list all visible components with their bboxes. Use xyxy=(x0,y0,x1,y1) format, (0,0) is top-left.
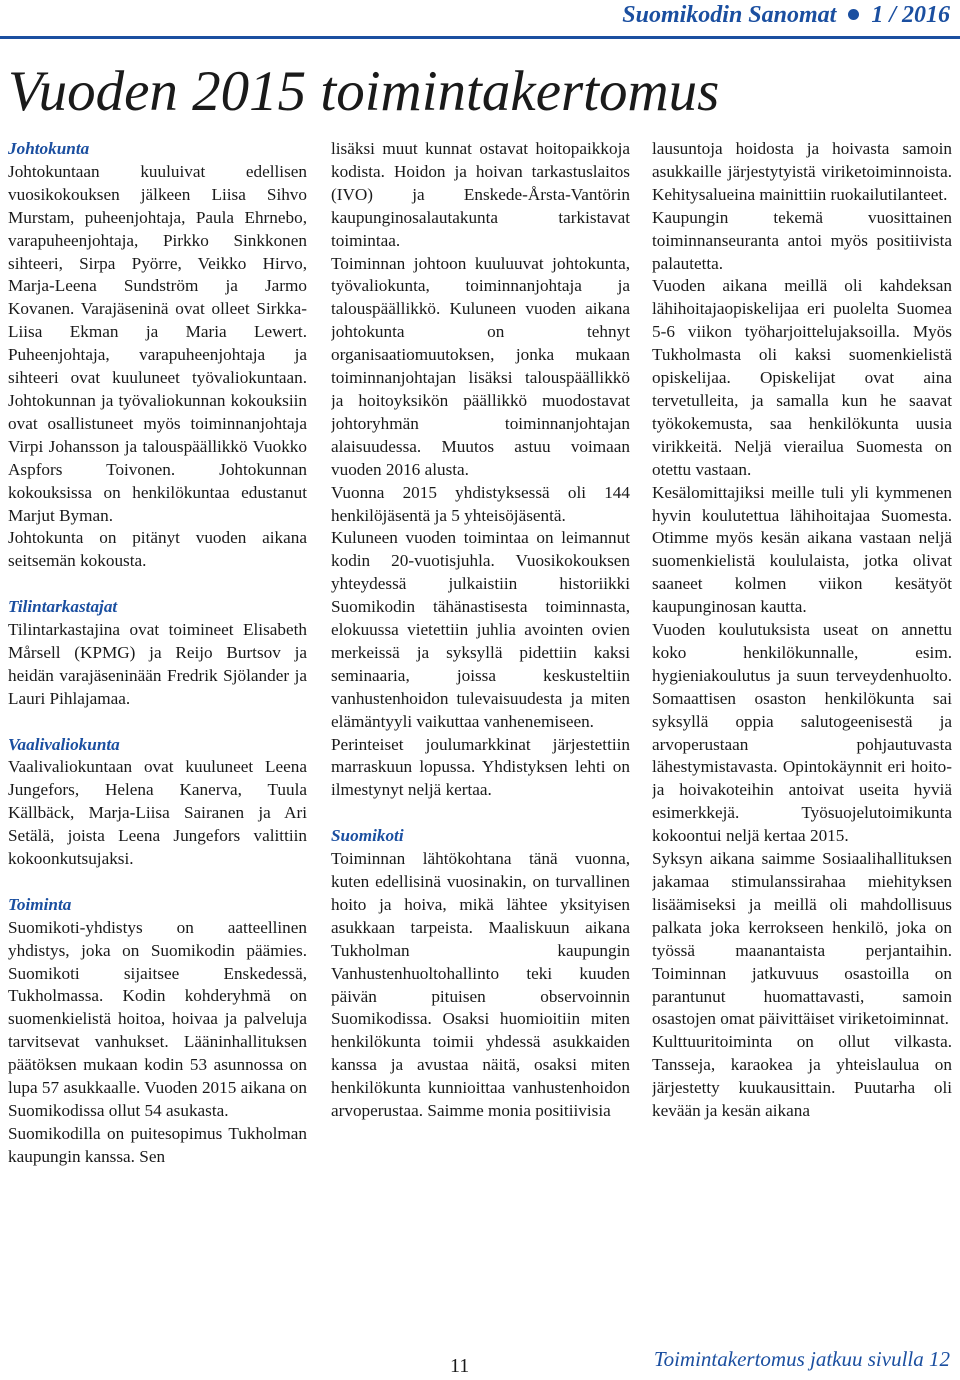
section-heading-tilintarkastajat: Tilintarkastajat xyxy=(8,597,118,617)
paragraph: Vuoden koulutuksista useat on annettu koko henkilökunnalle, esim. hygieniakoulutus ja suun terveydenhuolto. Somaattisen osaston henkilökunta sai syksyllä oppia salutogeenisestä ja arvoperustaan pohjautuvasta lähestymistavasta. Opintokäynnit eri hoito- ja hoivakoteihin antoivat useita hyviä esimerkkejä. Työsuojelutoimikunta kokoontui neljä kertaa 2015. xyxy=(652,620,952,846)
section-heading-toiminta: Toiminta xyxy=(8,894,72,914)
paragraph: Kesälomittajiksi meille tuli yli kymmenen hyvin koulutettua lähihoitajaa Suomesta. Otimme myös kesän aikana vastaan neljä suomenkielistä koululaista, jotka olivat saaneet kolmen viikon kesätyöt kaupunginosan kautta. xyxy=(652,482,952,617)
paragraph: lisäksi muut kunnat ostavat hoitopaikkoja kodista. Hoidon ja hoivan tarkastuslaitos (IVO) ja Enskede-Årsta-Vantörin kaupunginosalautakunta tarkistavat toimintaa. xyxy=(331,139,630,250)
issue-number: 1 / 2016 xyxy=(871,2,950,28)
page-number: 11 xyxy=(450,1355,470,1377)
header-divider xyxy=(0,36,960,39)
paragraph: Toiminnan johtoon kuuluuvat johtokunta, työvaliokunta, toiminnanjohtaja ja talouspäällikkö. Kuluneen vuoden aikana johtokunta on tehnyt organisaatiomuutoksen, jonka mukaan toiminnanjohtajan lisäksi talouspäällikkö ja hoitoyksikön päällikkö muodostavat johtoryhmän toiminnanjohtajan alaisuudessa. Muutos astuu voimaan vuoden 2016 alusta. xyxy=(331,253,630,479)
article-headline: Vuoden 2015 toimintakertomus xyxy=(8,60,720,123)
paragraph: lausuntoja hoidosta ja hoivasta samoin asukkaille järjestytyistä viriketoiminnoista. Kehitysalueina mainittiin ruokailutilanteet. xyxy=(652,139,952,204)
paragraph: Vuonna 2015 yhdistyksessä oli 144 henkilöjäsentä ja 5 yhteisöjäsentä. xyxy=(331,482,630,525)
paragraph: Vuoden aikana meillä oli kahdeksan lähihoitajaopiskelijaa eri puolelta Suomea 5-6 viikon työharjoittelujaksoilla. Myös Tukholmasta oli kaksi suomenkielistä opiskelijaa. Opiskelijat ovat aina tervetulleita, ja samalla kun he saavat työkokemusta, saa henkilökunta uusia virikkeitä. Neljä vierailua Suomesta on otettu vastaan. xyxy=(652,276,952,479)
continued-note: Toimintakertomus jatkuu sivulla 12 xyxy=(653,1347,950,1371)
column-2 xyxy=(331,138,630,1318)
section-heading-suomikoti: Suomikoti xyxy=(331,826,404,846)
publication-name: Suomikodin Sanomat xyxy=(622,2,837,28)
masthead xyxy=(0,0,950,30)
paragraph: Johtokunta on pitänyt vuoden aikana seitsemän kokousta. xyxy=(8,528,307,571)
paragraph: Kuluneen vuoden toimintaa on leimannut kodin 20-vuotisjuhla. Vuosikokouksen yhteydessä julkaistiin historiikki Suomikodin tähänastisesta toiminnasta, elokuussa vietettiin juhlia avointen ovien merkeissä ja syksyllä pidettiin kaksi seminaaria, joissa keskusteltiin vanhustenhoidon tulevaisuudesta ja miten elämäntyyli vaikuttaa vanhenemiseen. xyxy=(331,528,630,731)
bullet-dot-icon xyxy=(848,9,859,20)
paragraph: Suomikoti-yhdistys on aatteellinen yhdistys, joka on Suomikodin päämies. Suomikoti sijaitsee Enskedessä, Tukholmassa. Kodin kohderyhmä on suomenkielistä hoitoa, hoivaa ja palveluja tarvitsevat vanhukset. Lääninhallituksen päätöksen mukaan kodin 53 asunnossa on lupa 57 asukkaalle. Vuoden 2015 aikana on Suomikodissa ollut 54 asukasta. xyxy=(8,917,307,1121)
section-heading-vaalivaliokunta: Vaalivaliokunta xyxy=(8,734,120,754)
paragraph: Toiminnan lähtökohtana tänä vuonna, kuten edellisinä vuosinakin, on turvallinen hoito ja hoiva, mikä lähtee yksityisen asukkaan tarpeista. Maaliskuun aikana Tukholman kaupungin Vanhustenhuoltohallinto teki kuuden päivän pituisen observoinnin Suomikodissa. Osaksi huomioitiin miten henkilökunta toimii yhdessä asukkaiden kanssa ja avustaa näitä, osaksi miten henkilökunta kunnioittaa vanhustenhoidon arvoperustaa. Saimme monia positiivisia xyxy=(331,849,630,1121)
paragraph: Johtokuntaan kuuluivat edellisen vuosikokouksen jälkeen Liisa Sihvo Murstam, puheenjohtaja, Paula Ehrnebo, varapuheenjohtaja, Pirkko Sinkkonen sihteeri, Sirpa Pyörre, Veikko Hirvo, Marja-Leena Sundström ja Jarmo Kovanen. Varajäseninä ovat olleet Sirkka-Liisa Ekman ja Maria Lewert. Puheenjohtaja, varapuheenjohtaja ja sihteeri ovat kuuluneet työvaliokuntaan. Johtokunnan ja työvaliokunnan kokouksiin ovat osallistuneet myös toiminnanjohtaja Virpi Johansson ja talouspäällikkö Vuokko Aspfors Toivonen. Johtokunnan kokouksissa on henkilökuntaa edustanut Marjut Byman. xyxy=(8,161,307,525)
section-heading-johtokunta: Johtokunta xyxy=(8,139,90,158)
paragraph: Suomikodilla on puitesopimus Tukholman kaupungin kanssa. Sen xyxy=(8,1123,307,1166)
paragraph: Perinteiset joulumarkkinat järjestettiin marraskuun lopussa. Yhdistyksen lehti on ilmestynyt neljä kertaa. xyxy=(331,734,630,800)
paragraph: Vaalivaliokuntaan ovat kuuluneet Leena Jungefors, Helena Kanerva, Tuula Källbäck, Marja-Liisa Sairanen ja Ari Setälä, joista Leena Jungefors valittiin kokoonkutsujaksi. xyxy=(8,757,307,869)
paragraph: Tilintarkastajina ovat toimineet Elisabeth Mårsell (KPMG) ja Reijo Burtsov ja heidän varajäseninään Fredrik Sjölander ja Lauri Pihlajamaa. xyxy=(8,620,307,708)
column-1 xyxy=(8,138,307,1318)
column-3 xyxy=(652,138,952,1318)
paragraph: Kulttuuritoiminta on ollut vilkasta. Tansseja, karaokea ja yhteislaulua on järjestetty kuukausittain. Puutarha oli kevään ja kesän aikana xyxy=(652,1032,952,1121)
paragraph: Kaupungin tekemä vuosittainen toiminnanseuranta antoi myös positiivista palautetta. xyxy=(652,207,952,273)
paragraph: Syksyn aikana saimme Sosiaalihallituksen jakamaa stimulanssirahaa miehityksen lisäämiseksi ja meillä oli mahdollisuus palkata joka kerrokseen henkilö, joka on työssä maanantaista perjantaihin. Toiminnan jatkuvuus osastoilla on parantunut huomattavasti, samoin osastojen omat päivittäiset viriketoiminnat. xyxy=(652,849,952,1029)
